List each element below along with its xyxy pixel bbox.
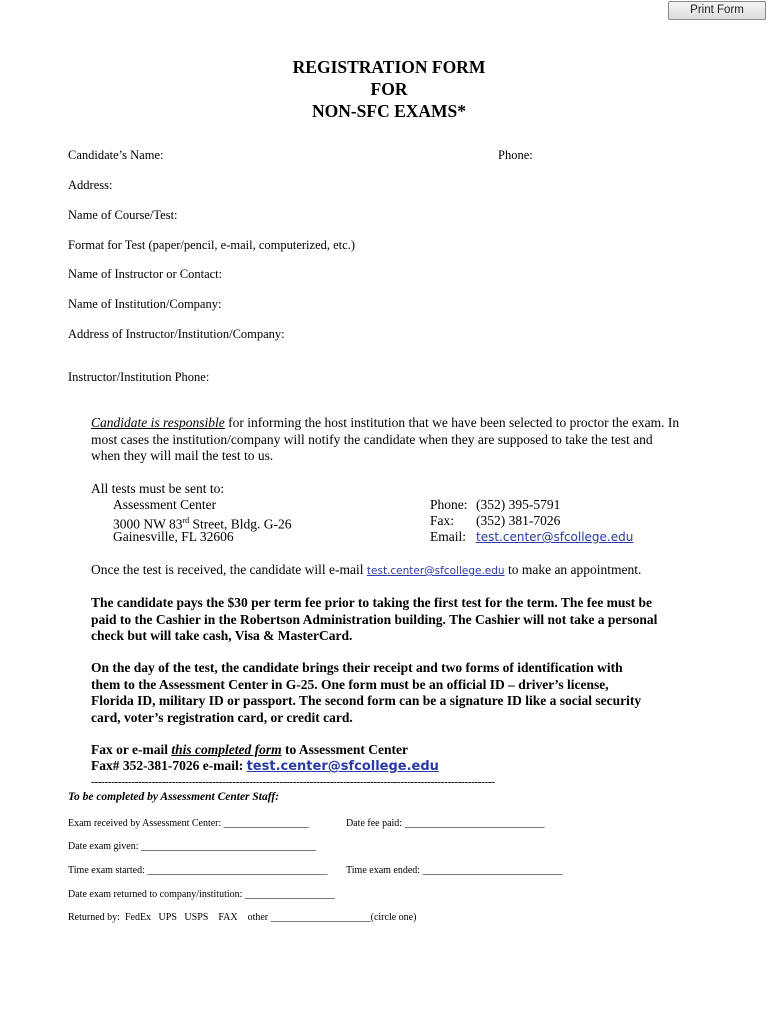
- center-fax-label: Fax:: [430, 513, 455, 528]
- appointment-email-link[interactable]: test.center@sfcollege.edu: [366, 565, 505, 577]
- course-test-label: Name of Course/Test:: [68, 208, 178, 222]
- print-form-button[interactable]: Print Form: [668, 1, 766, 20]
- send-intro: All tests must be sent to:: [91, 481, 225, 496]
- candidate-name-label: Candidate’s Name:: [68, 148, 164, 162]
- address-label: Address:: [68, 178, 113, 192]
- time-ended-field: Time exam ended: ____________________________: [346, 865, 563, 876]
- time-started-field: Time exam started: ____________________________________: [68, 865, 328, 876]
- id-paragraph: On the day of the test, the candidate brings their receipt and two forms of identification with them to the Assessment Center in G-25. One form must be an official ID – driver’s license, Florida ID, military ID or passport. The second form can be a signature ID like a social security card, voter’s registration card, or credit card.: [91, 660, 642, 725]
- responsible-emphasis: Candidate is responsible: [91, 415, 225, 430]
- responsibility-paragraph: [91, 415, 683, 465]
- form-title-line-2: FOR: [370, 79, 408, 99]
- returned-by-field: Returned by: FedEx UPS USPS FAX other ____________________(circle one): [68, 912, 417, 923]
- instructor-contact-label: Name of Instructor or Contact:: [68, 267, 223, 281]
- responsible-text: for informing the host institution that we have been selected to proctor the exam. In most cases the institution/company will notify the candidate when they are supposed to take the test and when they will mail the test to us.: [91, 415, 680, 463]
- fax-instruction-line-1: Fax or e-mail this completed form to Assessment Center: [91, 742, 408, 757]
- form-title-line-3: NON-SFC EXAMS*: [311, 101, 467, 121]
- date-fee-paid-field: Date fee paid: ____________________________: [346, 818, 545, 829]
- exam-received-field: Exam received by Assessment Center: _________________: [68, 818, 309, 829]
- appointment-sentence: Once the test is received, the candidate will e-mail test.center@sfcollege.edu to make an appointment.: [91, 562, 642, 577]
- fax-email-link[interactable]: test.center@sfcollege.edu: [246, 759, 439, 774]
- test-format-label: Format for Test (paper/pencil, e-mail, computerized, etc.): [68, 238, 355, 252]
- staff-section-header: To be completed by Assessment Center Staff:: [68, 791, 280, 803]
- date-exam-given-field: Date exam given: ___________________________________: [68, 841, 317, 852]
- address-line-1: Assessment Center: [113, 497, 217, 512]
- divider-dashes: ------------------------------------------------------------------------------------------------------------------------: [91, 776, 495, 788]
- address-line-2: 3000 NW 83rd Street, Bldg. G-26: [113, 516, 292, 532]
- instructor-address-label: Address of Instructor/Institution/Company:: [68, 327, 285, 341]
- phone-label: Phone:: [498, 148, 533, 162]
- center-email-link[interactable]: test.center@sfcollege.edu: [476, 530, 634, 544]
- institution-label: Name of Institution/Company:: [68, 297, 222, 311]
- fax-instruction-line-2: Fax# 352-381-7026 e-mail: test.center@sfcollege.edu: [91, 758, 439, 774]
- form-title-line-1: REGISTRATION FORM: [292, 57, 486, 77]
- instructor-phone-label: Instructor/Institution Phone:: [68, 370, 210, 384]
- center-phone-label: Phone:: [430, 497, 468, 512]
- date-returned-field: Date exam returned to company/institution: __________________: [68, 889, 335, 900]
- fee-paragraph: The candidate pays the $30 per term fee prior to taking the first test for the term. The fee must be paid to the Cashier in the Robertson Administration building. The Cashier will not take a personal check but will take cash, Visa & MasterCard.: [91, 595, 658, 643]
- center-fax-value: (352) 381-7026: [476, 513, 561, 528]
- center-phone-value: (352) 395-5791: [476, 497, 561, 512]
- center-email-label: Email:: [430, 529, 466, 544]
- address-line-3: Gainesville, FL 32606: [113, 529, 234, 544]
